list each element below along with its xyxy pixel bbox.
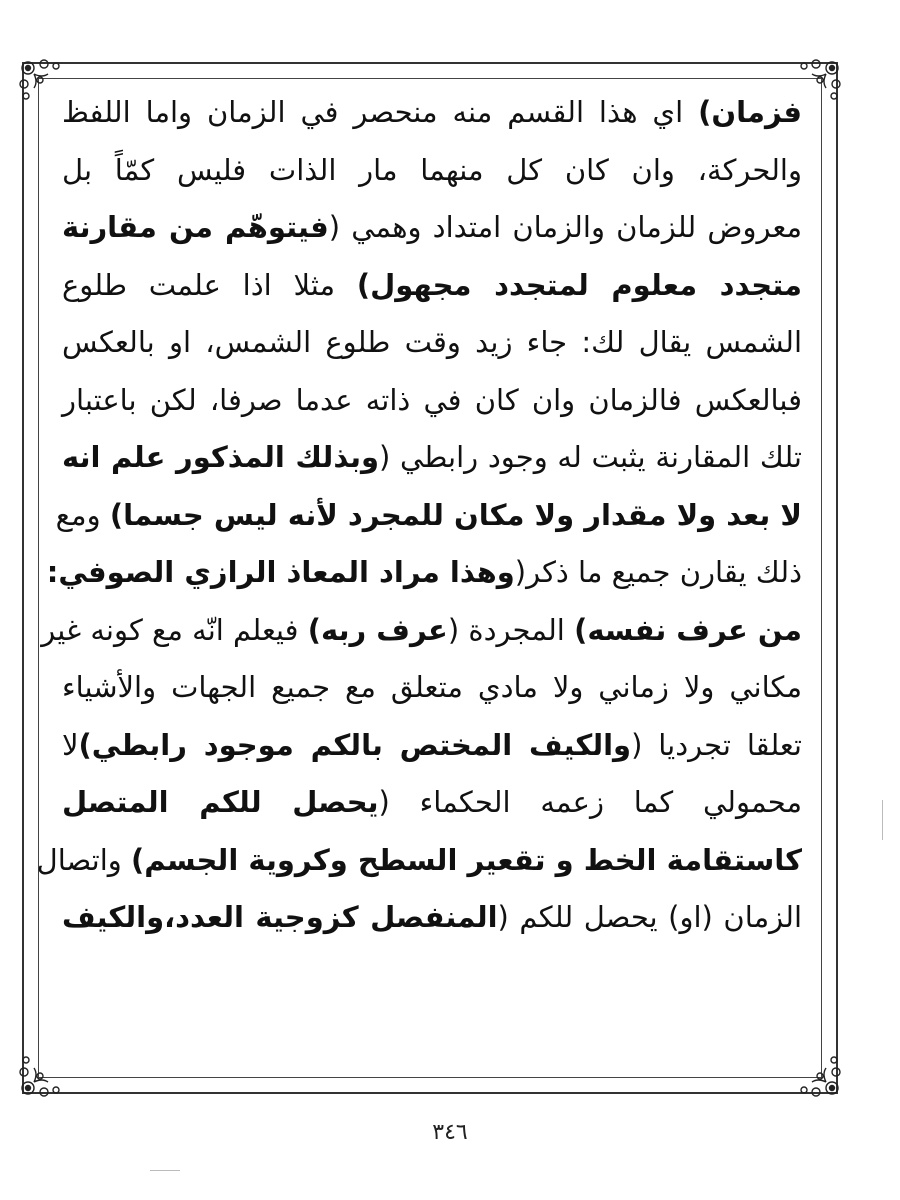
- commentary-text-segment: فيعلم انّه مع كونه غير: [41, 612, 308, 647]
- commentary-text-segment: معروض للزمان والزمان امتداد وهمي (: [328, 210, 803, 244]
- quoted-text-segment: متجدد معلوم لمتجدد مجهول): [356, 267, 803, 302]
- corner-ornament-icon: [14, 54, 68, 108]
- commentary-text-segment: واتصال: [36, 842, 132, 877]
- commentary-text-segment: ذلك يقارن جميع ما ذكر(: [514, 555, 802, 589]
- text-line: [62, 314, 802, 372]
- commentary-text-segment: تعلقا تجرديا (: [631, 727, 802, 762]
- quoted-text-segment: لا بعد ولا مقدار ولا مكان للمجرد لأنه ليس جسما): [109, 497, 802, 532]
- commentary-text-segment: اي هذا القسم منه منحصر في الزمان واما اللفظ: [62, 95, 699, 129]
- quoted-text-segment: المنفصل كزوجية العدد،والكيف: [62, 900, 498, 934]
- corner-ornament-icon: [14, 1048, 68, 1102]
- text-line: [62, 659, 802, 717]
- commentary-text-segment: تلك المقارنة يثبت له وجود رابطي (: [378, 440, 802, 474]
- commentary-text-segment: المجردة (: [447, 612, 575, 647]
- commentary-text-segment: والحركة، وان كان كل منهما مار الذات فليس كمّاً بل: [62, 152, 802, 187]
- text-line: [62, 717, 802, 775]
- text-line: [62, 84, 802, 142]
- commentary-text-segment: الشمس يقال لك: جاء زيد وقت طلوع الشمس، او بالعكس: [62, 325, 802, 359]
- text-line: [55, 487, 802, 545]
- quoted-text-segment: فزمان): [698, 95, 802, 129]
- text-line: [62, 257, 802, 315]
- text-line: [62, 142, 802, 200]
- quoted-text-segment: فيتوهّم من مقارنة: [62, 210, 329, 244]
- scan-mark: [882, 800, 883, 840]
- commentary-text-segment: محمولي كما زعمه الحكماء (: [378, 785, 802, 819]
- text-line: [62, 889, 802, 947]
- page-number: ٣٤٦: [432, 1120, 468, 1145]
- quoted-text-segment: والكيف المختص بالكم موجود رابطي): [78, 727, 632, 762]
- quoted-text-segment: عرف ربه): [307, 612, 448, 647]
- text-line: [36, 832, 802, 890]
- text-line: [62, 372, 802, 430]
- text-line: [41, 602, 802, 660]
- quoted-text-segment: من عرف نفسه): [574, 612, 802, 647]
- page-body-text: [36, 84, 803, 947]
- quoted-text-segment: يحصل للكم المتصل: [62, 785, 379, 819]
- commentary-text-segment: مكاني ولا زماني ولا مادي متعلق مع جميع الجهات والأشياء: [62, 670, 802, 704]
- commentary-text-segment: فبالعكس فالزمان وان كان في ذاته عدما صرفا، لكن باعتبار: [62, 382, 802, 417]
- commentary-text-segment: لا: [62, 727, 79, 762]
- scan-mark: [150, 1170, 180, 1171]
- text-line: [46, 544, 802, 602]
- text-line: [62, 429, 802, 487]
- text-line: [62, 774, 802, 832]
- commentary-text-segment: ومع: [55, 497, 110, 532]
- quoted-text-segment: وبذلك المذكور علم انه: [62, 440, 379, 474]
- corner-ornament-icon: [792, 1048, 846, 1102]
- commentary-text-segment: الزمان (او) يحصل للكم (: [497, 900, 802, 934]
- quoted-text-segment: وهذا مراد المعاذ الرازي الصوفي:: [46, 555, 515, 589]
- quoted-text-segment: كاستقامة الخط و تقعير السطح وكروية الجسم): [131, 842, 802, 877]
- text-line: [62, 199, 802, 257]
- commentary-text-segment: مثلا اذا علمت طلوع: [62, 267, 357, 302]
